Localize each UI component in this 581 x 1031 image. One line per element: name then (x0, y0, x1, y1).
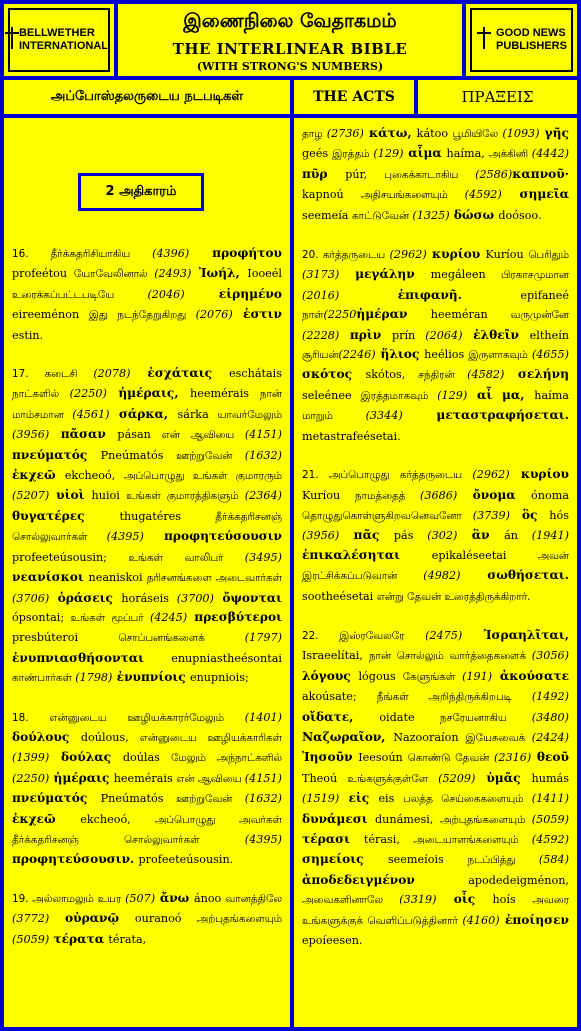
verse-paragraph (12, 889, 282, 949)
greek-word: οἴδατε, (302, 709, 380, 724)
tamil-text: அதிசயங்களையும் (360, 189, 465, 202)
tamil-text: மாறும் (302, 410, 366, 423)
tamil-text: மேலும் அந்நாட்களில் (171, 752, 282, 765)
strong-number: (1325) (412, 208, 450, 222)
greek-word: προφήτου (189, 246, 283, 260)
transliteration: haíma (534, 388, 569, 402)
greek-word: ἀκούσατε (492, 668, 569, 683)
tamil-text: ஊற்றுவேன் (176, 449, 245, 462)
tamil-text: உங்கள் மூப்பர் (70, 611, 150, 624)
bell-icon (10, 27, 15, 53)
tamil-text: புகைக்காடாகிய (384, 168, 476, 181)
strong-number: (3344) (365, 409, 403, 423)
title-box (118, 4, 462, 76)
transliteration: horáseis (121, 591, 177, 605)
transliteration: sootheésetai (302, 589, 377, 603)
strong-number: (1093) (502, 127, 540, 140)
tamil-text: வருமுன்னே (510, 309, 569, 322)
tamil-text: அடையாளங்களையும் (413, 834, 532, 846)
tamil-text: இருளாகவும் (468, 349, 532, 362)
greek-word: σάρκα, (109, 406, 178, 421)
tamil-text: சந்திரன் (418, 369, 468, 382)
greek-word: σημεῖα (501, 187, 569, 202)
strong-number: (4395) (244, 832, 282, 846)
strong-number: (5207) (12, 489, 50, 503)
transliteration: geés (302, 147, 333, 161)
logo-left-line1: BELLWETHER (18, 27, 95, 39)
transliteration: eschátais (228, 367, 282, 381)
verse-paragraph (302, 626, 569, 951)
tamil-text: நாமத்தைத் (354, 489, 420, 502)
transliteration: Israeelítai, (302, 649, 369, 663)
transliteration: seemeía (302, 208, 353, 222)
strong-number: (3495) (244, 550, 282, 564)
transliteration: ekcheoó, (64, 469, 124, 483)
greek-word: γῆς (539, 126, 569, 140)
greek-word: μεγάλην (339, 267, 431, 282)
tamil-text: வானத்திலே (225, 892, 282, 905)
tamil-text: நாள் (302, 309, 324, 322)
transliteration: apodedeigménon, (468, 873, 569, 887)
strong-number: (2064) (425, 328, 463, 342)
strong-number: (4151) (244, 428, 283, 442)
strong-number: (3956) (12, 428, 50, 442)
strong-number: (1941) (531, 529, 569, 543)
tamil-text: 19. அல்லாமலும் உயர (12, 892, 126, 905)
transliteration: profeétou (12, 267, 74, 281)
transliteration: profeeteúsousin. (138, 853, 234, 867)
transliteration: enupniastheésontai (171, 651, 282, 665)
cross-icon (476, 27, 492, 53)
tamil-text: நான் சொல்லும் வார்த்தைகளைக் (368, 650, 532, 663)
strong-number: (4395) (106, 530, 144, 544)
tamil-text: அக்கினி (488, 148, 532, 161)
greek-word: ἂν (457, 528, 505, 543)
verse-paragraph (302, 245, 569, 446)
transliteration: eis (378, 792, 403, 806)
strong-number: (4592) (464, 188, 502, 202)
transliteration: oidate (379, 710, 440, 724)
tamil-text: காட்டுவேன் (352, 209, 413, 222)
bellwether-logo (4, 4, 114, 76)
greek-word: ἡμέραις, (106, 386, 191, 401)
strong-number: (2475) (425, 628, 463, 642)
transliteration: megáleen (430, 268, 501, 282)
strong-number: (302) (427, 529, 458, 543)
transliteration: pásan (117, 428, 162, 442)
verse-paragraph (12, 708, 282, 870)
greek-word: ἐποίησεν (499, 912, 570, 927)
greek-word: ὑμᾶς (475, 770, 532, 785)
greek-word: ἐκχεῶ (12, 811, 81, 826)
chapter-heading: 2 அதிகாரம் (78, 173, 204, 211)
tamil-text: பிரகாசமுமான (500, 269, 569, 282)
transliteration: kapnoú (302, 188, 361, 202)
transliteration: heemérais (190, 387, 260, 401)
transliteration: neaniskoi (88, 571, 147, 585)
title-tamil: இணைநிலை வேதாகமம் (183, 10, 397, 32)
logo-right-line2: PUBLISHERS (496, 40, 567, 52)
transliteration: Theoú (302, 771, 348, 785)
greek-word: Ἰησοῦν (302, 750, 359, 765)
greek-word: δώσω (449, 207, 499, 222)
verse-paragraph (12, 364, 282, 689)
tamil-text: உங்கள் வாலிபர் (128, 551, 245, 564)
tamil-text: நீங்கள் அறிந்திருக்கிறபடி (376, 691, 532, 704)
title-main: THE INTERLINEAR BIBLE (172, 40, 408, 58)
greek-word: προφητεύσουσιν. (12, 852, 139, 867)
strong-number: (2316) (494, 751, 532, 765)
tamil-text: இயேசுவைக் (465, 731, 532, 744)
transliteration: ekcheoó, (80, 812, 155, 826)
greek-word: ὃς (510, 507, 550, 522)
transliteration: prín (391, 328, 426, 342)
tamil-text: 21. அப்பொழுது கர்த்தருடைய (302, 469, 473, 482)
transliteration: sárka (177, 407, 218, 421)
greek-word: Ἰσραηλῖται, (462, 627, 569, 642)
tamil-text: இது நடந்தேறுகிறது (88, 309, 196, 322)
transliteration: lógous (358, 669, 403, 683)
strong-number: (3173) (302, 268, 340, 282)
tamil-text: காண்பார்கள் (12, 672, 76, 685)
greek-word: πᾶσαν (49, 427, 118, 442)
transliteration: heélios (424, 348, 469, 362)
transliteration: akoúsate; (302, 690, 377, 704)
left-column-text (12, 244, 282, 968)
strong-number: (2078) (93, 367, 131, 381)
strong-number: (3319) (399, 893, 437, 907)
transliteration: metastrafeésetai. (302, 429, 401, 443)
tamil-text: உங்களுக்குள்ளே (347, 772, 439, 785)
tamil-text: 22. இஸ்ரவேலரே (302, 629, 426, 642)
strong-number: (1411) (531, 792, 569, 806)
strong-number: (1632) (244, 448, 282, 462)
greek-word: ἐνυπνίοις (112, 670, 190, 685)
transliteration: enupniois; (189, 671, 249, 685)
strong-number: (4582) (467, 368, 505, 382)
tamil-text: யோவேலினால் (73, 268, 155, 281)
greek-word: λόγους (302, 668, 359, 683)
greek-word: οὐρανῷ (49, 911, 135, 926)
strong-number: (584) (538, 853, 570, 867)
tamil-text: தரிசனங்களை அடைவார்கள் (146, 572, 283, 585)
strong-number: (2493) (154, 267, 192, 281)
strong-number: (1798) (75, 671, 113, 685)
greek-word: αἷ μα, (467, 387, 535, 402)
tamil-text: உரைக்கப்பட்டபடியே (12, 288, 148, 301)
greek-word: ἐκχεῶ (12, 468, 65, 483)
transliteration: pás (393, 529, 428, 543)
tamil-text: தாழ (302, 128, 327, 140)
tamil-text: கேளுங்கள் (402, 670, 463, 683)
strong-number: (129) (437, 388, 468, 402)
greek-word: κυρίου (509, 467, 570, 482)
right-column (294, 118, 577, 1027)
greek-word: ἐλθεῖν (462, 327, 530, 342)
strong-number: (5059) (531, 812, 569, 826)
greek-word: οἷς (436, 892, 493, 907)
greek-word: πᾶς (339, 528, 394, 543)
tamil-text: யாவர்மேலும் (217, 408, 283, 421)
greek-word: θυγατέρες (12, 508, 120, 523)
transliteration: presbúteroi (12, 631, 119, 645)
transliteration: hós (549, 508, 569, 522)
verse-paragraph (12, 244, 282, 345)
transliteration: seleénee (302, 388, 361, 402)
greek-word: ἐπικαλέσηται (302, 547, 432, 562)
greek-word: ἡμέραις (49, 770, 114, 785)
strong-number: (4442) (531, 147, 569, 161)
strong-number: (2424) (531, 730, 569, 744)
strong-number: (3706) (12, 591, 50, 605)
transliteration: púr, (345, 167, 385, 181)
strong-number: (1492) (531, 690, 570, 704)
greek-word: ἥλιος (375, 347, 425, 362)
strong-number: (4245) (149, 610, 188, 624)
transliteration: epifaneé (520, 288, 569, 302)
tamil-text: 18. என்னுடைய ஊழியக்காரர்மேலும் (12, 711, 245, 724)
greek-word: ὄψονται (213, 590, 282, 605)
greek-word: ἡμέραν (356, 307, 431, 322)
book-name-greek (418, 80, 577, 114)
transliteration: haíma, (446, 147, 489, 161)
transliteration: humás (531, 771, 569, 785)
transliteration: Pneúmatós (100, 448, 177, 462)
greek-word: δυνάμεσι (302, 811, 375, 826)
greek-word: πῦρ (302, 166, 346, 181)
strong-number: (3056) (531, 649, 569, 663)
strong-number: (5209) (438, 771, 476, 785)
tamil-text: சொப்பனங்களைக் (118, 632, 245, 645)
transliteration: ópsontai; (12, 610, 71, 624)
strong-number: (3772) (12, 912, 50, 926)
greek-word: προφητεύσουσιν (143, 529, 282, 544)
transliteration: doúlas (122, 751, 172, 765)
transliteration: seemeíois (387, 853, 468, 867)
transliteration: Ieesoún (358, 751, 408, 765)
title-subtitle: (WITH STRONG'S NUMBERS) (196, 60, 384, 73)
transliteration: eltheín (529, 328, 569, 342)
verse-paragraph (302, 465, 569, 607)
greek-word: τέρασι (302, 832, 364, 846)
tamil-text: ஊற்றுவேன் (176, 793, 245, 806)
tamil-text: 16. தீர்க்கதரிசியாகிய (12, 248, 153, 260)
book-name-greek-label: ΠΡΑΞΕΙΣ (461, 88, 534, 106)
strong-number: (2250) (69, 387, 107, 401)
greek-word: πρὶν (339, 327, 392, 342)
tamil-text: என்று தேவன் உரைத்திருக்கிறார். (376, 590, 531, 603)
greek-word: υἱοὶ (49, 488, 92, 503)
strong-number: (2962) (472, 468, 510, 482)
transliteration: huioi (91, 489, 127, 503)
book-name-tamil (4, 80, 290, 114)
strong-number: (2016) (302, 288, 340, 302)
greek-word: σκότος (302, 367, 366, 382)
greek-word: κάτω, (363, 126, 417, 140)
strong-number: (2228) (302, 328, 340, 342)
transliteration: epoíeesen. (302, 934, 363, 948)
transliteration: ánoo (193, 891, 226, 905)
greek-word: ὁράσεις (49, 590, 122, 605)
transliteration: kátoo (416, 127, 453, 140)
verse-paragraph (302, 124, 569, 226)
greek-word: σημείοις (302, 852, 388, 867)
tamil-text: தீர்க்கதரிசனஞ் சொல்லுவார்கள் (12, 510, 282, 544)
strong-number: (1399) (12, 751, 50, 765)
strong-number: (2046) (147, 287, 185, 301)
transliteration: Nazooraíon (393, 730, 466, 744)
greek-word: δούλους (12, 729, 81, 744)
transliteration: Pneúmatós (100, 792, 177, 806)
logo-right-line1: GOOD NEWS (496, 27, 566, 39)
left-column (4, 118, 290, 1027)
strong-number: (3739) (472, 508, 510, 522)
transliteration: Kuríou (485, 248, 529, 262)
transliteration: térata, (108, 932, 147, 946)
transliteration: heemérais (113, 771, 177, 785)
strong-number: (2250 (323, 308, 357, 322)
greek-word: ἐσχάταις (130, 366, 229, 381)
strong-number: (1519) (302, 792, 340, 806)
strong-number: (191) (462, 669, 493, 683)
transliteration: profeeteúsousin; (12, 550, 129, 564)
greek-word: σωθήσεται. (460, 568, 569, 583)
greek-word: εἰρημένο (184, 286, 282, 301)
tamil-text: அற்புதங்களையும் (440, 813, 532, 826)
greek-word: αἷμα (403, 146, 447, 161)
greek-word: μεταστραφήσεται. (402, 408, 570, 423)
transliteration: doósoo. (498, 208, 542, 222)
tamil-text: பலத்த செய்கைகளையும் (402, 793, 532, 806)
transliteration: dunámesi, (375, 812, 441, 826)
greek-word: ἀποδεδειγμένον (302, 872, 469, 887)
strong-number: (1401) (244, 710, 282, 724)
strong-number: (4592) (531, 833, 569, 846)
greek-word: θεοῦ (531, 750, 570, 765)
book-name-english-label: THE ACTS (313, 89, 395, 105)
tamil-text: இரத்தம் (332, 148, 374, 161)
transliteration: skótos, (365, 368, 419, 382)
transliteration: estin. (12, 328, 44, 342)
strong-number: (3700) (176, 591, 214, 605)
strong-number: (5059) (12, 932, 50, 946)
transliteration: ouranoó (134, 912, 197, 926)
book-name-tamil-label: அப்போஸ்தலருடைய நடபடிகள் (50, 89, 244, 104)
greek-word: πνεύματός (12, 447, 101, 462)
transliteration: ónoma (531, 488, 570, 502)
greek-word: ἐστιν (232, 307, 282, 322)
strong-number: (1632) (244, 792, 282, 806)
good-news-logo (466, 4, 577, 76)
tamil-text: என் ஆவியை (161, 429, 245, 442)
greek-word: εἰς (339, 791, 379, 806)
strong-number: (2364) (244, 489, 282, 503)
tamil-text: உங்கள் குமாரத்திகளும் (126, 490, 245, 503)
tamil-text: நடப்பித்து (467, 854, 539, 867)
greek-word: δούλας (49, 750, 123, 765)
tamil-text: அப்பொழுது அவர்கள் தீர்க்கதரிசனஞ் சொல்லுவார்கள் (12, 813, 282, 846)
strong-number: (2076) (195, 308, 233, 322)
greek-word: νεανίσκοι (12, 570, 89, 585)
book-name-english (294, 80, 414, 114)
strong-number: (3480) (531, 710, 569, 724)
tamil-text: சூரியன் (302, 349, 339, 362)
strong-number: (4561) (72, 407, 110, 421)
tamil-text: கொண்டு தேவன் (407, 752, 495, 765)
greek-word: πνεύματός (12, 791, 101, 806)
greek-word: καπνοῦ· (512, 166, 569, 181)
transliteration: heeméran (430, 308, 511, 322)
strong-number: (2962) (389, 248, 427, 262)
tamil-text: அவன் இரட்சிக்கப்படுவான் (302, 549, 570, 583)
transliteration: hoís (492, 893, 533, 907)
transliteration: Kuríou (302, 488, 355, 502)
logo-left-line2: INTERNATIONAL (18, 40, 108, 52)
tamil-text: 20. கர்த்தருடைய (302, 249, 390, 262)
strong-number: (2250) (12, 771, 50, 785)
tamil-text: அவைகளினாலே (302, 894, 400, 907)
tamil-text: நான் மாம்சமான (12, 388, 282, 421)
tamil-text: நாட்களில் (12, 388, 70, 401)
greek-word: Ναζωραῖον, (302, 729, 394, 744)
strong-number: (4151) (244, 771, 282, 785)
transliteration: eireeménon (12, 308, 89, 322)
tamil-text: பெரிதும் (528, 249, 569, 262)
greek-word: ὄνομα (457, 487, 532, 502)
tamil-text: அற்புதங்களையும் (196, 913, 282, 926)
tamil-text: அப்பொழுது உங்கள் குமாரரும் (123, 470, 282, 483)
strong-number: (4655) (531, 348, 570, 362)
transliteration: Iooeél (247, 267, 283, 281)
greek-word: ἐπιφανῆ. (339, 287, 521, 302)
tamil-text: தொழுதுகொள்ளுகிறவனெவனோ (302, 509, 473, 522)
greek-word: σελήνη (504, 367, 569, 382)
tamil-text: என்னுடைய ஊழியக்காரிகள் (139, 731, 282, 744)
strong-number: (507) (125, 891, 156, 905)
tamil-text: நசரேயனாகிய (439, 711, 532, 724)
tamil-text: இரத்தமாகவும் (360, 389, 438, 402)
tamil-text: பூமியிலே (452, 128, 503, 140)
transliteration: thugatéres (119, 509, 216, 523)
transliteration: án (504, 529, 532, 543)
strong-number: (1797) (244, 631, 282, 645)
greek-word: πρεσβύτεροι (187, 609, 282, 624)
greek-word: κυρίου (426, 247, 486, 262)
greek-word: τέρατα (49, 931, 109, 946)
strong-number: (2586) (475, 167, 513, 181)
strong-number: (4160) (462, 913, 500, 927)
right-column-text (302, 124, 569, 969)
strong-number: (2246) (338, 348, 376, 362)
tamil-text: என் ஆவியை (176, 772, 245, 785)
transliteration: doúlous, (80, 730, 140, 744)
strong-number: (2736) (326, 127, 364, 140)
strong-number: (4982) (423, 569, 461, 583)
tamil-text: 17. கடைசி (12, 368, 94, 381)
strong-number: (3956) (302, 529, 340, 543)
strong-number: (129) (373, 147, 404, 161)
transliteration: epikaléseetai (431, 548, 538, 562)
transliteration: térasi, (363, 833, 414, 846)
greek-word: Ἰωήλ, (191, 266, 248, 281)
greek-word: ἐνυπνιασθήσονται (12, 650, 172, 665)
tamil-text: அவரை உங்களுக்குக் வெளிப்படுத்தினார் (302, 894, 569, 927)
strong-number: (4396) (152, 247, 190, 260)
strong-number: (3686) (420, 488, 458, 502)
greek-word: ἄνω (155, 890, 194, 905)
